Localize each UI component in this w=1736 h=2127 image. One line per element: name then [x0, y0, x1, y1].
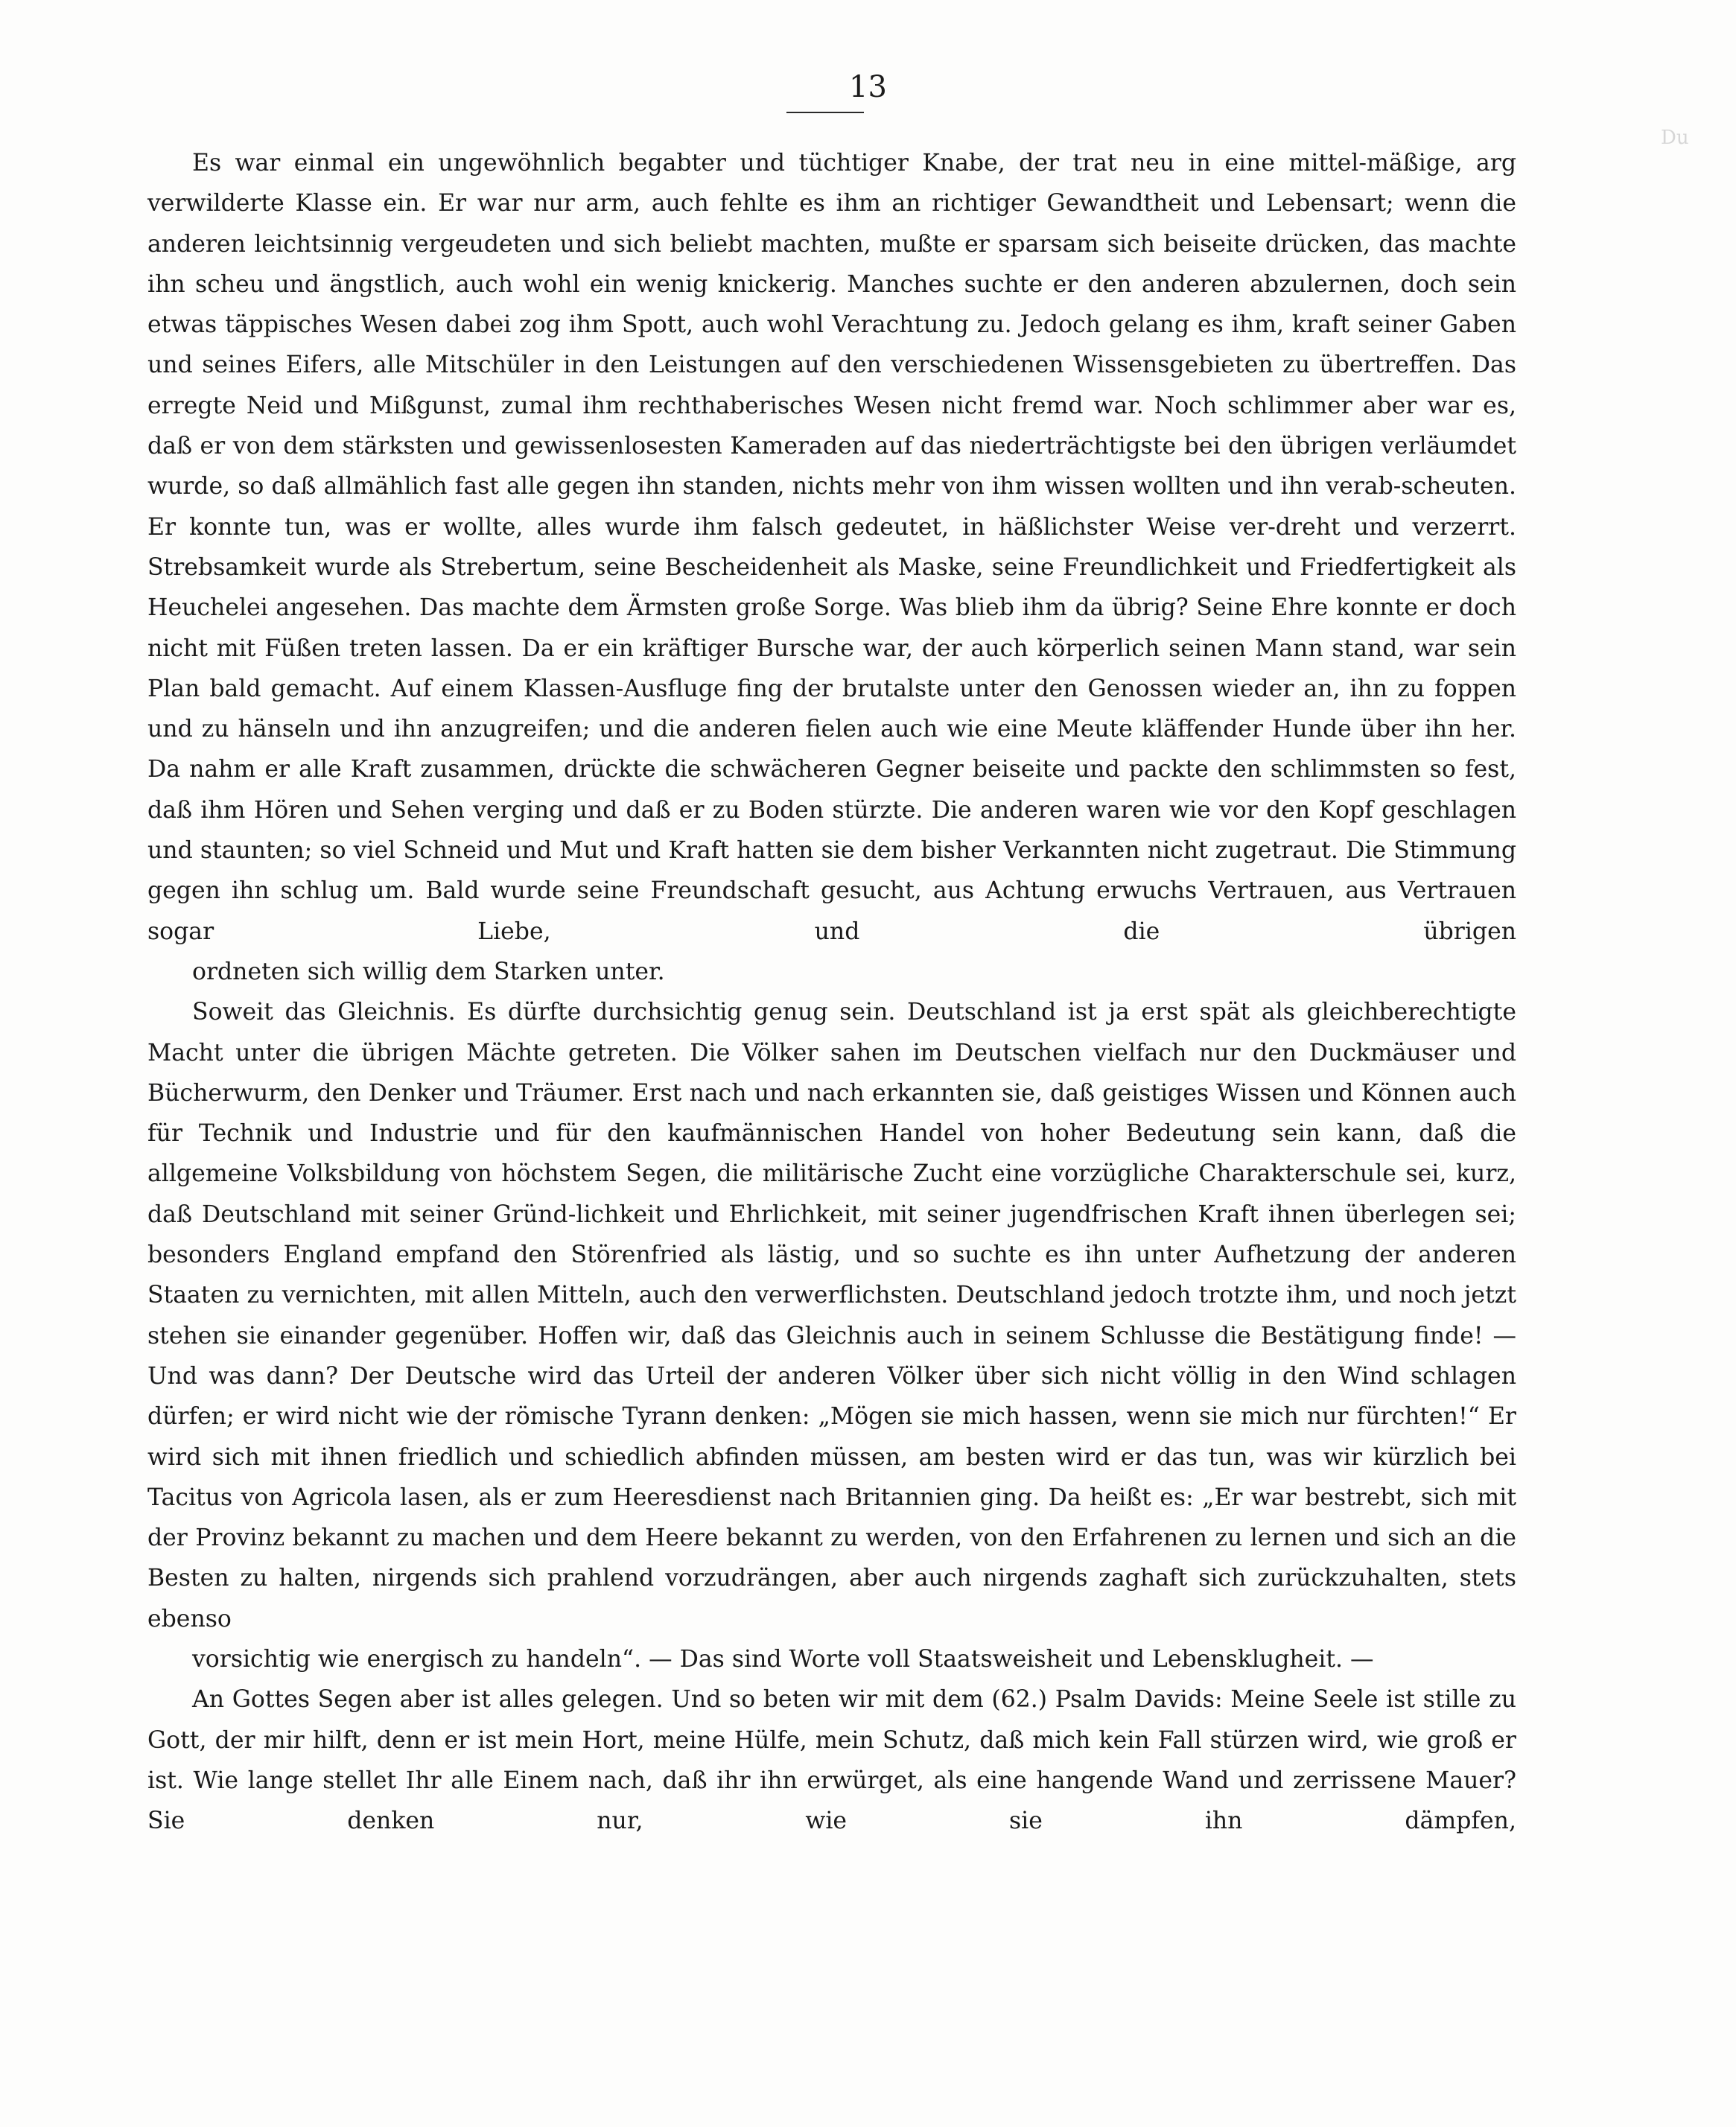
show-through-mark: Du [1661, 127, 1689, 149]
paragraph-3-text: An Gottes Segen aber ist alles gelegen. Und so beten wir mit dem (62.) Psalm Davids: Meine Seele ist stille zu Gott, der mir hilft, denn er ist mein Hort, meine Hülfe, mein Schutz, daß mich kein Fall stürzen wird, wie groß er ist. Wie lange stellet Ihr alle Einem nach, daß ihr ihn erwürget, als eine hangende Wand und zerrissene Mauer? Sie denken nur, wie sie ihn dämpfen, [147, 1686, 1516, 1835]
page-number-rule [786, 112, 864, 113]
page-number: 13 [849, 70, 887, 104]
paragraph-2-text: Soweit das Gleichnis. Es dürfte durchsichtig genug sein. Deutschland ist ja erst spät als gleichberechtigte Macht unter die übrigen Mächte getreten. Die Völker sahen im Deutschen vielfach nur den Duckmäuser und Bücherwurm, den Denker und Träumer. Erst nach und nach erkannten sie, daß geistiges Wissen und Können auch für Technik und Industrie und für den kaufmännischen Handel von hoher Bedeutung sein kann, daß die allgemeine Volksbildung von höchstem Segen, die militärische Zucht eine vorzügliche Charakterschule sei, kurz, daß Deutschland mit seiner Gründ-lichkeit und Ehrlichkeit, mit seiner jugendfrischen Kraft ihnen überlegen sei; besonders England empfand den Störenfried als lästig, und so suchte es ihn unter Aufhetzung der anderen Staaten zu vernichten, mit allen Mitteln, auch den verwerflichsten. Deutschland jedoch trotzte ihm, und noch jetzt stehen sie einander gegenüber. Hoffen wir, daß das Gleichnis auch in seinem Schlusse die Bestätigung finde! — Und was dann? Der Deutsche wird das Urteil der anderen Völker über sich nicht völlig in den Wind schlagen dürfen; er wird nicht wie der römische Tyrann denken: „Mögen sie mich hassen, wenn sie mich nur fürchten!“ Er wird sich mit ihnen friedlich und schiedlich abfinden müssen, am besten wird er das tun, was wir kürzlich bei Tacitus von Agricola lasen, als er zum Heeresdienst nach Britannien ging. Da heißt es: „Er war bestrebt, sich mit der Provinz bekannt zu machen und dem Heere bekannt zu werden, von den Erfahrenen zu lernen und sich an die Besten zu halten, nirgends sich prahlend vorzudrängen, aber auch nirgends zaghaft sich zurückzuhalten, stets ebenso [147, 999, 1516, 1632]
paragraph-2-last-line: vorsichtig wie energisch zu handeln“. — Das sind Worte voll Staatsweisheit und Lebensklugheit. — [192, 1645, 1374, 1673]
paragraph-3 [147, 1679, 1516, 1841]
body-text [147, 143, 1516, 1841]
paragraph-1 [147, 143, 1516, 992]
paragraph-1-last-line: ordneten sich willig dem Starken unter. [192, 958, 665, 985]
paragraph-2 [147, 992, 1516, 1679]
paragraph-1-text: Es war einmal ein ungewöhnlich begabter und tüchtiger Knabe, der trat neu in eine mittel-mäßige, arg verwilderte Klasse ein. Er war nur arm, auch fehlte es ihm an richtiger Gewandtheit und Lebensart; wenn die anderen leichtsinnig vergeudeten und sich beliebt machten, mußte er sparsam sich beiseite drücken, das machte ihn scheu und ängstlich, auch wohl ein wenig knickerig. Manches suchte er den anderen abzulernen, doch sein etwas täppisches Wesen dabei zog ihm Spott, auch wohl Verachtung zu. Jedoch gelang es ihm, kraft seiner Gaben und seines Eifers, alle Mitschüler in den Leistungen auf den verschiedenen Wissensgebieten zu übertreffen. Das erregte Neid und Mißgunst, zumal ihm rechthaberisches Wesen nicht fremd war. Noch schlimmer aber war es, daß er von dem stärksten und gewissenlosesten Kameraden auf das niederträchtigste bei den übrigen verläumdet wurde, so daß allmählich fast alle gegen ihn standen, nichts mehr von ihm wissen wollten und ihn verab-scheuten. Er konnte tun, was er wollte, alles wurde ihm falsch gedeutet, in häßlichster Weise ver-dreht und verzerrt. Strebsamkeit wurde als Strebertum, seine Bescheidenheit als Maske, seine Freundlichkeit und Friedfertigkeit als Heuchelei angesehen. Das machte dem Ärmsten große Sorge. Was blieb ihm da übrig? Seine Ehre konnte er doch nicht mit Füßen treten lassen. Da er ein kräftiger Bursche war, der auch körperlich seinen Mann stand, war sein Plan bald gemacht. Auf einem Klassen-Ausfluge fing der brutalste unter den Genossen wieder an, ihn zu foppen und zu hänseln und ihn anzugreifen; und die anderen fielen auch wie eine Meute kläffender Hunde über ihn her. Da nahm er alle Kraft zusammen, drückte die schwächeren Gegner beiseite und packte den schlimmsten so fest, daß ihm Hören und Sehen verging und daß er zu Boden stürzte. Die anderen waren wie vor den Kopf geschlagen und staunten; so viel Schneid und Mut und Kraft hatten sie dem bisher Verkannten nicht zugetraut. Die Stimmung gegen ihn schlug um. Bald wurde seine Freundschaft gesucht, aus Achtung erwuchs Vertrauen, aus Vertrauen sogar Liebe, und die übrigen [147, 150, 1516, 945]
